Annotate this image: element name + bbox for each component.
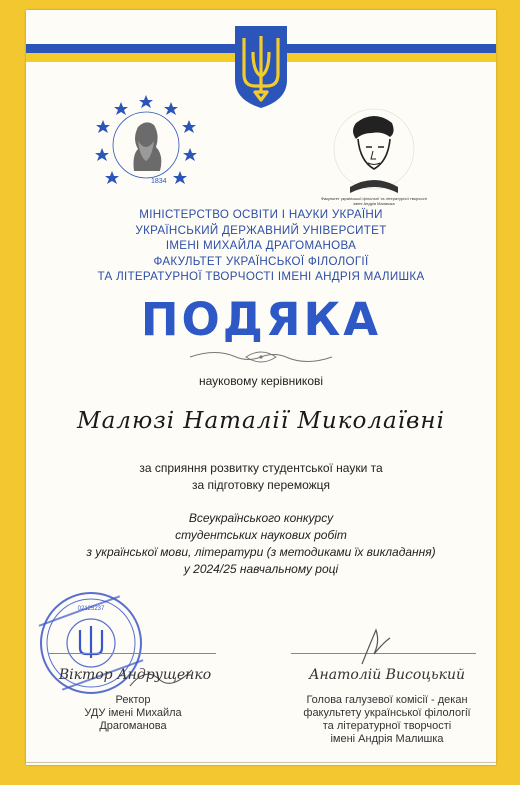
signatory-title [48,694,218,733]
bottom-divider [26,762,496,763]
coat-of-arms-icon [231,22,291,110]
emblem-caption-2: імені Андрія Малишка [353,201,395,206]
contest-text [26,510,496,578]
ornament-divider-icon [186,346,336,368]
header-line: ФАКУЛЬТЕТ УКРАЇНСЬКОЇ ФІЛОЛОГІЇ [153,254,369,268]
contest-line: у 2024/25 навчальному році [183,562,339,576]
handwritten-signature [356,624,396,669]
signatory-name: Анатолій Висоцький [308,667,466,683]
reason-text [26,460,496,494]
emblem-year: 1834 [151,178,167,185]
certificate-title: ПОДЯКА [140,293,382,346]
signatory-title [282,694,492,746]
recipient-name: Малюзі Наталії Миколаївні [77,408,445,434]
signatory-name: Віктор Андрущенко [58,667,212,683]
signatory-title-line: та літературної творчості [322,720,452,732]
signatory-title-line: факультету української філології [303,707,471,719]
stamp-code: 02125237 [77,606,105,612]
contest-line: з української мови, літератури (з методиками їх викладання) [86,545,436,559]
reason-line: за сприяння розвитку студентської науки та [139,461,383,475]
signatory-title-line: Ректор [115,694,151,706]
signatory-title-line: імені Андрія Малишка [330,733,444,745]
header-line: ІМЕНІ МИХАЙЛА ДРАГОМАНОВА [165,239,357,253]
signatory-title-line: УДУ імені Михайла [84,707,182,719]
institution-header [26,207,496,285]
signatory-title-line: Голова галузевої комісії - декан [306,694,468,706]
faculty-emblem-icon [316,103,431,208]
certificate-sheet [26,10,496,765]
contest-line: студентських наукових робіт [175,528,347,542]
emblem-caption-1: Факультет української філології та літературної творчості [320,196,428,201]
signature-line [48,653,216,654]
header-line: МІНІСТЕРСТВО ОСВІТИ І НАУКИ УКРАЇНИ [139,208,383,221]
reason-line: за підготовку переможця [191,478,331,492]
contest-line: Всеукраїнського конкурсу [188,511,334,525]
header-line: УКРАЇНСЬКИЙ ДЕРЖАВНИЙ УНІВЕРСИТЕТ [135,223,387,237]
signatory-title-line: Драгоманова [99,720,167,732]
header-line: ТА ЛІТЕРАТУРНОЇ ТВОРЧОСТІ ІМЕНІ АНДРІЯ МАЛИШКА [97,270,425,284]
recipient-role: науковому керівникові [198,374,324,388]
university-emblem-icon [94,93,198,197]
